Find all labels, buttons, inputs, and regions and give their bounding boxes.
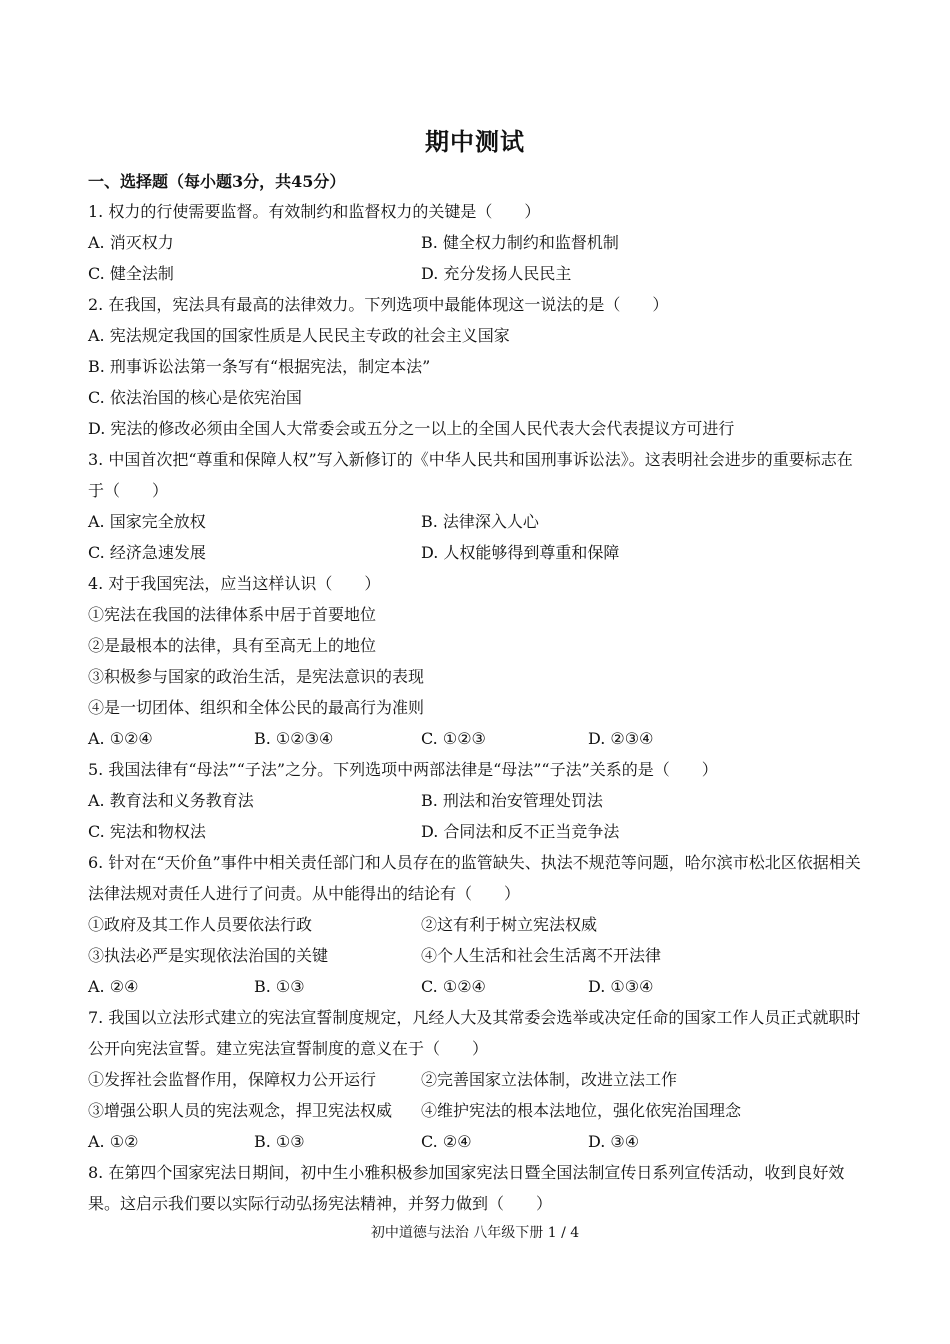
option-c: C. 经济急速发展: [88, 543, 206, 562]
question-1-options-row: [88, 227, 868, 258]
question-1: 1. 权力的行使需要监督。有效制约和监督权力的关键是（ ）: [88, 202, 541, 221]
page-footer: 初中道德与法治 八年级下册 1 / 4: [370, 1225, 580, 1241]
statement-1: ①宪法在我国的法律体系中居于首要地位: [88, 605, 377, 624]
statement-2: ②这有利于树立宪法权威: [421, 915, 598, 934]
option-d: D. 合同法和反不正当竞争法: [421, 822, 620, 841]
option-d: D. ②③④: [588, 729, 654, 748]
option-b: B. ①③: [254, 977, 305, 996]
option-a: A. 国家完全放权: [88, 512, 206, 531]
option-c: C. 依法治国的核心是依宪治国: [88, 388, 302, 407]
option-c: C. ②④: [421, 1132, 472, 1151]
question-7-statements-row: [88, 1095, 868, 1126]
option-b: B. 刑事诉讼法第一条写有“根据宪法，制定本法”: [88, 357, 431, 376]
option-b: B. ①③: [254, 1132, 305, 1151]
option-d: D. ③④: [588, 1132, 640, 1151]
question-6-options-row: [88, 971, 868, 1002]
option-a: A. ①②④: [88, 729, 153, 748]
option-b: B. 刑法和治安管理处罚法: [421, 791, 603, 810]
option-a: A. 消灭权力: [88, 233, 174, 252]
question-3-options-row: [88, 537, 868, 568]
section-heading: 一、选择题（每小题3分，共45分）: [88, 172, 346, 191]
option-c: C. ①②④: [421, 977, 486, 996]
question-5-options-row: [88, 785, 868, 816]
statement-1: ①政府及其工作人员要依法行政: [88, 915, 313, 934]
statement-4: ④是一切团体、组织和全体公民的最高行为准则: [88, 698, 425, 717]
statement-3: ③增强公职人员的宪法观念，捍卫宪法权威: [88, 1101, 393, 1120]
page-title: 期中测试: [425, 127, 525, 156]
option-d: D. 宪法的修改必须由全国人大常委会或五分之一以上的全国人民代表大会代表提议方可进行: [88, 419, 735, 438]
question-7-options-row: [88, 1126, 868, 1157]
option-a: A. ②④: [88, 977, 139, 996]
question-1-options-row: [88, 258, 868, 289]
question-4-options-row: [88, 723, 868, 754]
question-6-statements-row: [88, 909, 868, 940]
option-d: D. ①③④: [588, 977, 654, 996]
question-3-options-row: [88, 506, 868, 537]
statement-3: ③执法必严是实现依法治国的关键: [88, 946, 329, 965]
option-d: D. 充分发扬人民民主: [421, 264, 572, 283]
question-6: 6. 针对在“天价鱼”事件中相关责任部门和人员存在的监管缺失、执法不规范等问题，哈尔滨市松北区依据相关法律法规对责任人进行了问责。从中能得出的结论有（ ）: [88, 853, 861, 903]
question-4: 4. 对于我国宪法，应当这样认识（ ）: [88, 574, 381, 593]
statement-2: ②完善国家立法体制，改进立法工作: [421, 1070, 678, 1089]
statement-3: ③积极参与国家的政治生活，是宪法意识的表现: [88, 667, 425, 686]
question-7: 7. 我国以立法形式建立的宪法宣誓制度规定，凡经人大及其常委会选举或决定任命的国家工作人员正式就职时公开向宪法宣誓。建立宪法宣誓制度的意义在于（ ）: [88, 1008, 861, 1058]
option-b: B. ①②③④: [254, 729, 334, 748]
question-7-statements-row: [88, 1064, 868, 1095]
option-d: D. 人权能够得到尊重和保障: [421, 543, 620, 562]
statement-2: ②是最根本的法律，具有至高无上的地位: [88, 636, 377, 655]
statement-4: ④维护宪法的根本法地位，强化依宪治国理念: [421, 1101, 742, 1120]
statement-1: ①发挥社会监督作用，保障权力公开运行: [88, 1070, 377, 1089]
question-3: 3. 中国首次把“尊重和保障人权”写入新修订的《中华人民共和国刑事诉讼法》。这表明社会进步的重要标志在于（ ）: [88, 450, 853, 500]
option-a: A. 宪法规定我国的国家性质是人民民主专政的社会主义国家: [88, 326, 510, 345]
option-a: A. ①②: [88, 1132, 139, 1151]
question-list: [88, 196, 868, 1219]
option-c: C. 健全法制: [88, 264, 174, 283]
question-6-statements-row: [88, 940, 868, 971]
option-c: C. 宪法和物权法: [88, 822, 206, 841]
statement-4: ④个人生活和社会生活离不开法律: [421, 946, 662, 965]
question-2: 2. 在我国，宪法具有最高的法律效力。下列选项中最能体现这一说法的是（ ）: [88, 295, 669, 314]
question-5: 5. 我国法律有“母法”“子法”之分。下列选项中两部法律是“母法”“子法”关系的是（ ）: [88, 760, 718, 779]
option-a: A. 教育法和义务教育法: [88, 791, 254, 810]
question-5-options-row: [88, 816, 868, 847]
option-c: C. ①②③: [421, 729, 486, 748]
question-8: 8. 在第四个国家宪法日期间，初中生小雅积极参加国家宪法日暨全国法制宣传日系列宣传活动，收到良好效果。这启示我们要以实际行动弘扬宪法精神，并努力做到（ ）: [88, 1163, 845, 1213]
option-b: B. 健全权力制约和监督机制: [421, 233, 619, 252]
option-b: B. 法律深入人心: [421, 512, 539, 531]
